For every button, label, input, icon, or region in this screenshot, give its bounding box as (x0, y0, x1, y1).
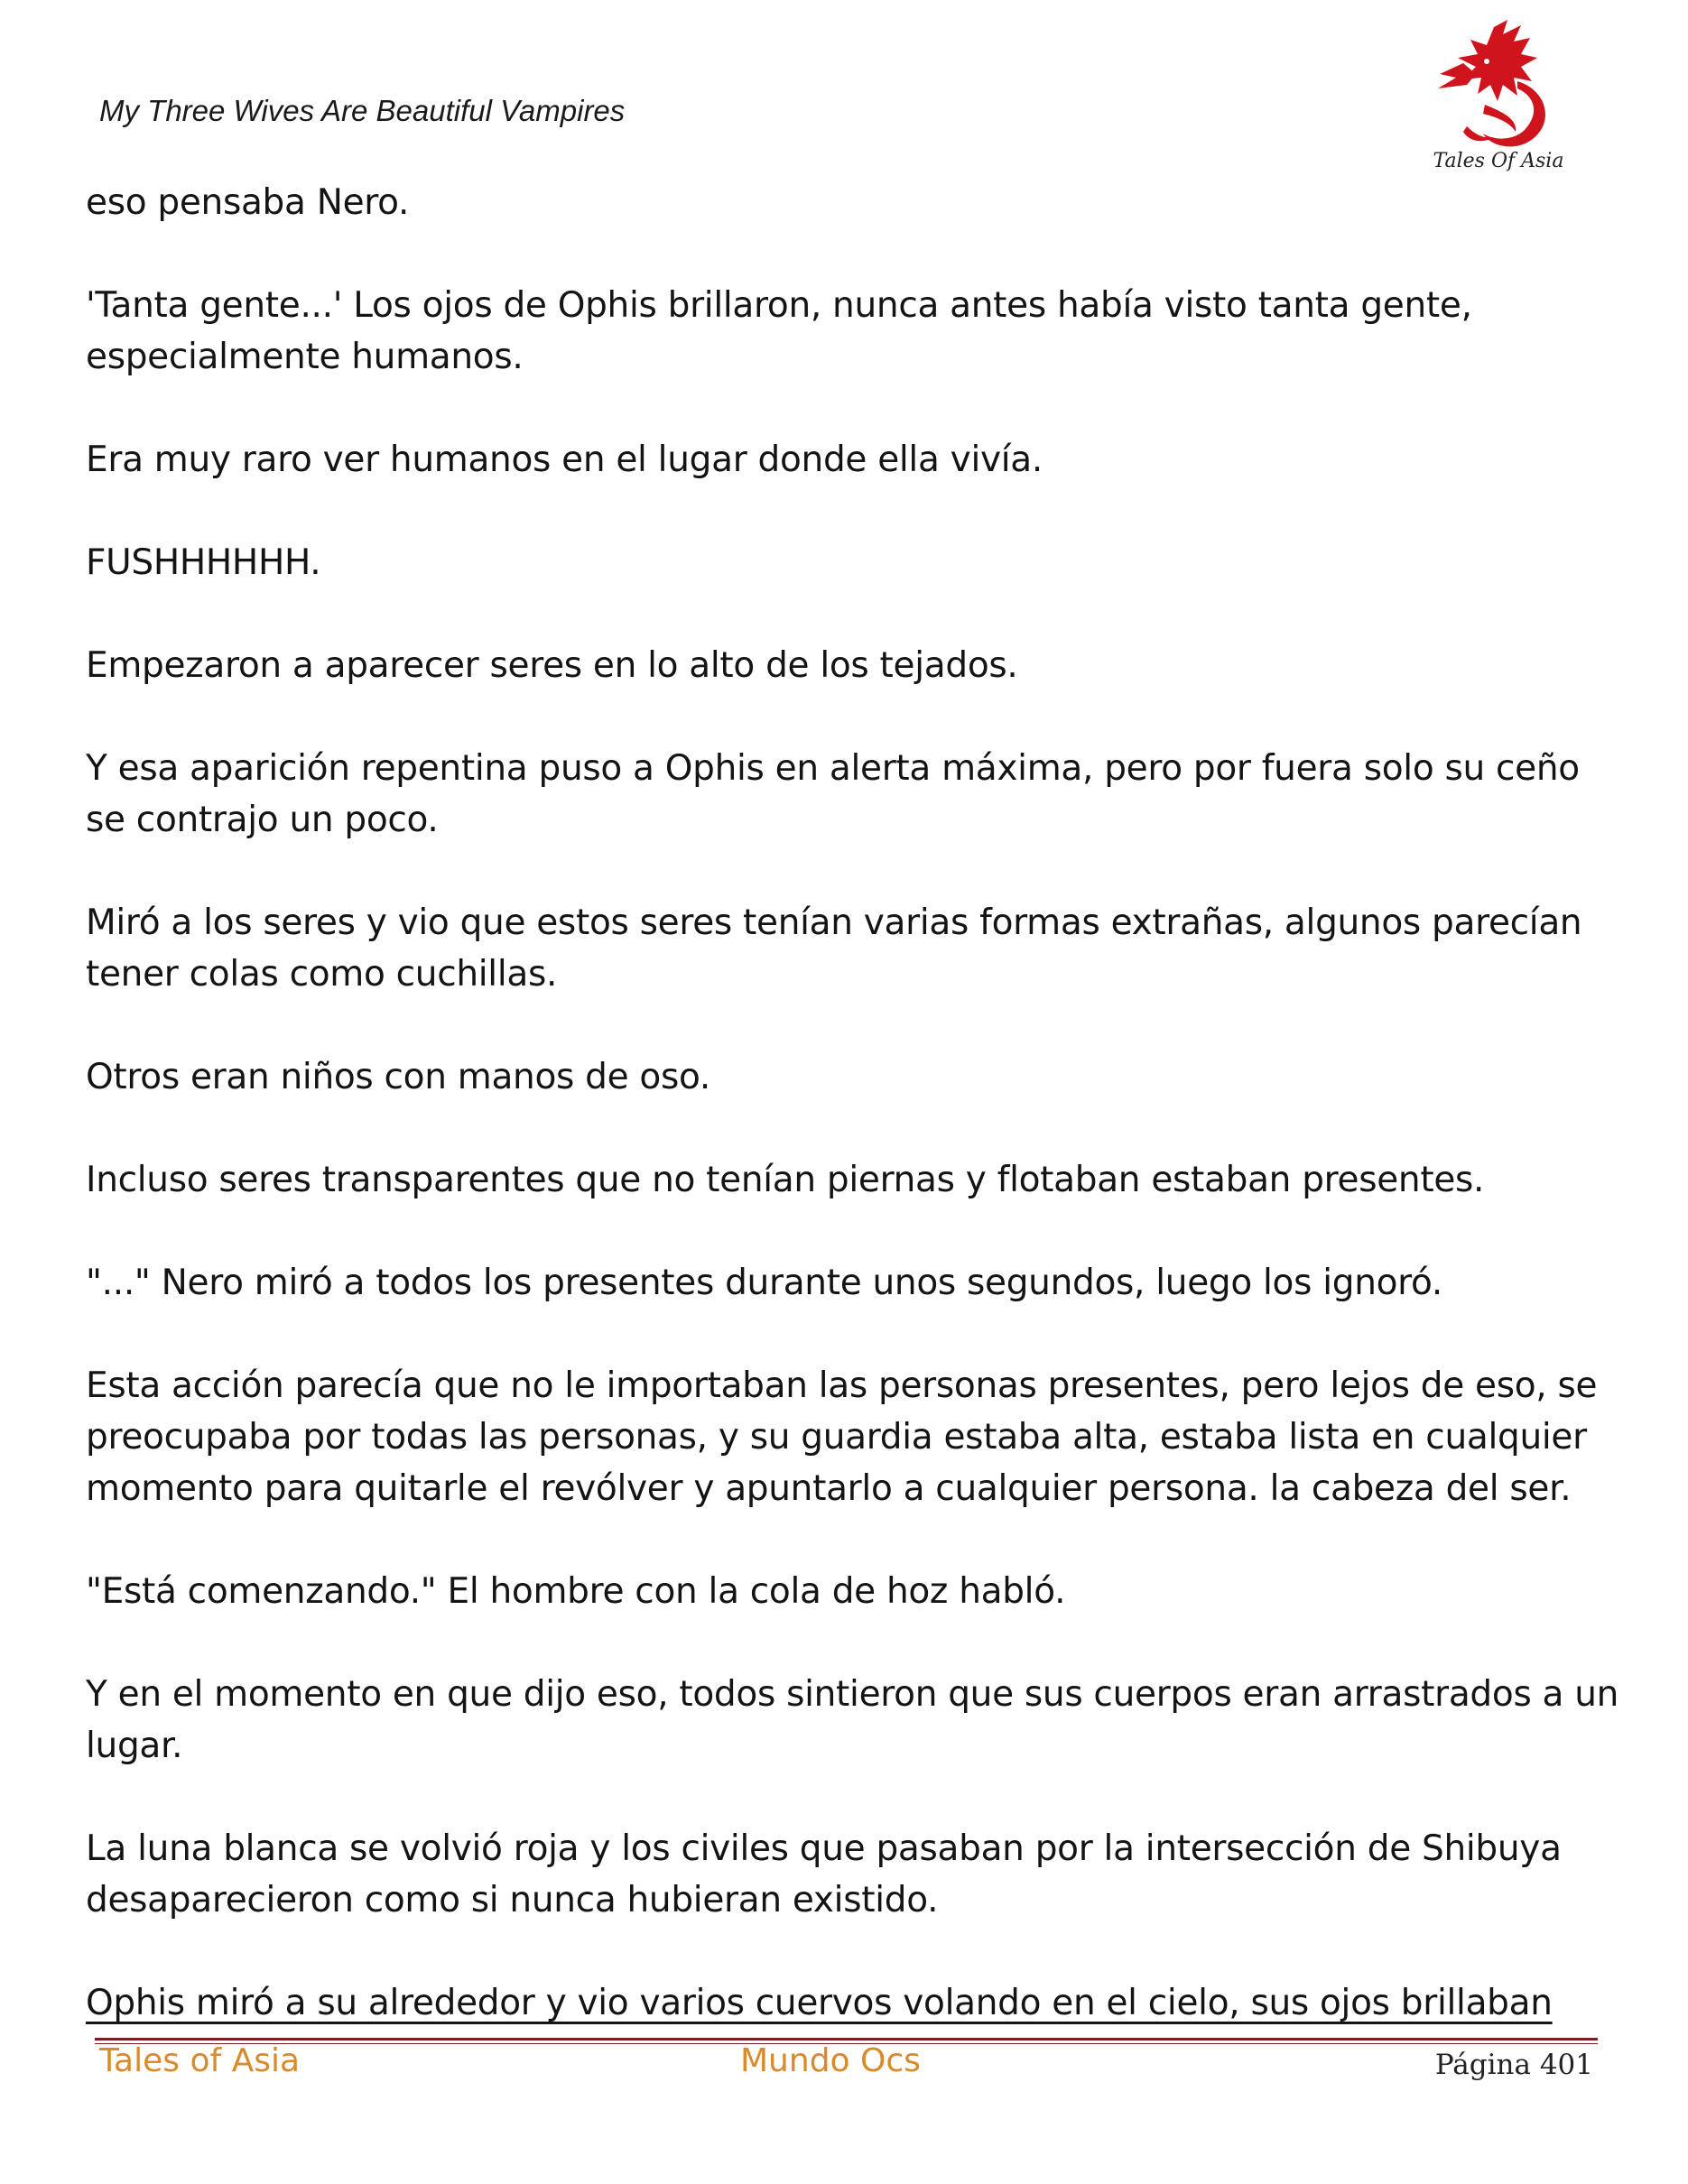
paragraph: Miró a los seres y vio que estos seres tenían varias formas extrañas, algunos parecían tener colas como cuchillas. (86, 902, 1582, 995)
logo-text: Tales Of Asia (1433, 150, 1564, 172)
paragraph: Y esa aparición repentina puso a Ophis en alerta máxima, pero por fuera solo su ceño se contrajo un poco. (86, 748, 1580, 840)
page-body (86, 177, 1620, 2029)
paragraph: Era muy raro ver humanos en el lugar donde ella vivía. (86, 440, 1043, 480)
paragraph: FUSHHHHHH. (86, 542, 321, 583)
red-dragon-icon (1431, 18, 1566, 153)
paragraph: 'Tanta gente...' Los ojos de Ophis brillaron, nunca antes había visto tanta gente, especialmente humanos. (86, 285, 1472, 377)
book-title: My Three Wives Are Beautiful Vampires (99, 94, 626, 127)
paragraph: eso pensaba Nero. (86, 182, 410, 223)
paragraph: Otros eran niños con manos de oso. (86, 1057, 710, 1097)
paragraph-continued: Ophis miró a su alrededor y vio varios cuervos volando en el cielo, sus ojos brillaban (86, 1983, 1553, 2023)
footer-rule (95, 2038, 1598, 2041)
paragraph: Incluso seres transparentes que no tenían piernas y flotaban estaban presentes. (86, 1160, 1485, 1200)
paragraph: "Está comenzando." El hombre con la cola de hoz habló. (86, 1571, 1066, 1612)
paragraph: Y en el momento en que dijo eso, todos sintieron que sus cuerpos eran arrastrados a un lugar. (86, 1674, 1619, 1766)
page-number: Página 401 (1434, 2049, 1593, 2081)
tales-of-asia-logo (1431, 18, 1566, 182)
paragraph: Esta acción parecía que no le importaban las personas presentes, pero lejos de eso, se preocupaba por todas las personas, y su guardia estaba alta, estaba lista en cualquier momento para quitarle el revólver y apuntarlo a cualquier persona. la cabeza del ser. (86, 1365, 1598, 1509)
footer-site-name: Tales of Asia (99, 2042, 301, 2079)
footer-translator: Mundo Ocs (740, 2042, 921, 2079)
paragraph: La luna blanca se volvió roja y los civiles que pasaban por la intersección de Shibuya desaparecieron como si nunca hubieran existido. (86, 1828, 1562, 1920)
paragraph: Empezaron a aparecer seres en lo alto de los tejados. (86, 645, 1018, 686)
paragraph: "..." Nero miró a todos los presentes durante unos segundos, luego los ignoró. (86, 1263, 1443, 1303)
